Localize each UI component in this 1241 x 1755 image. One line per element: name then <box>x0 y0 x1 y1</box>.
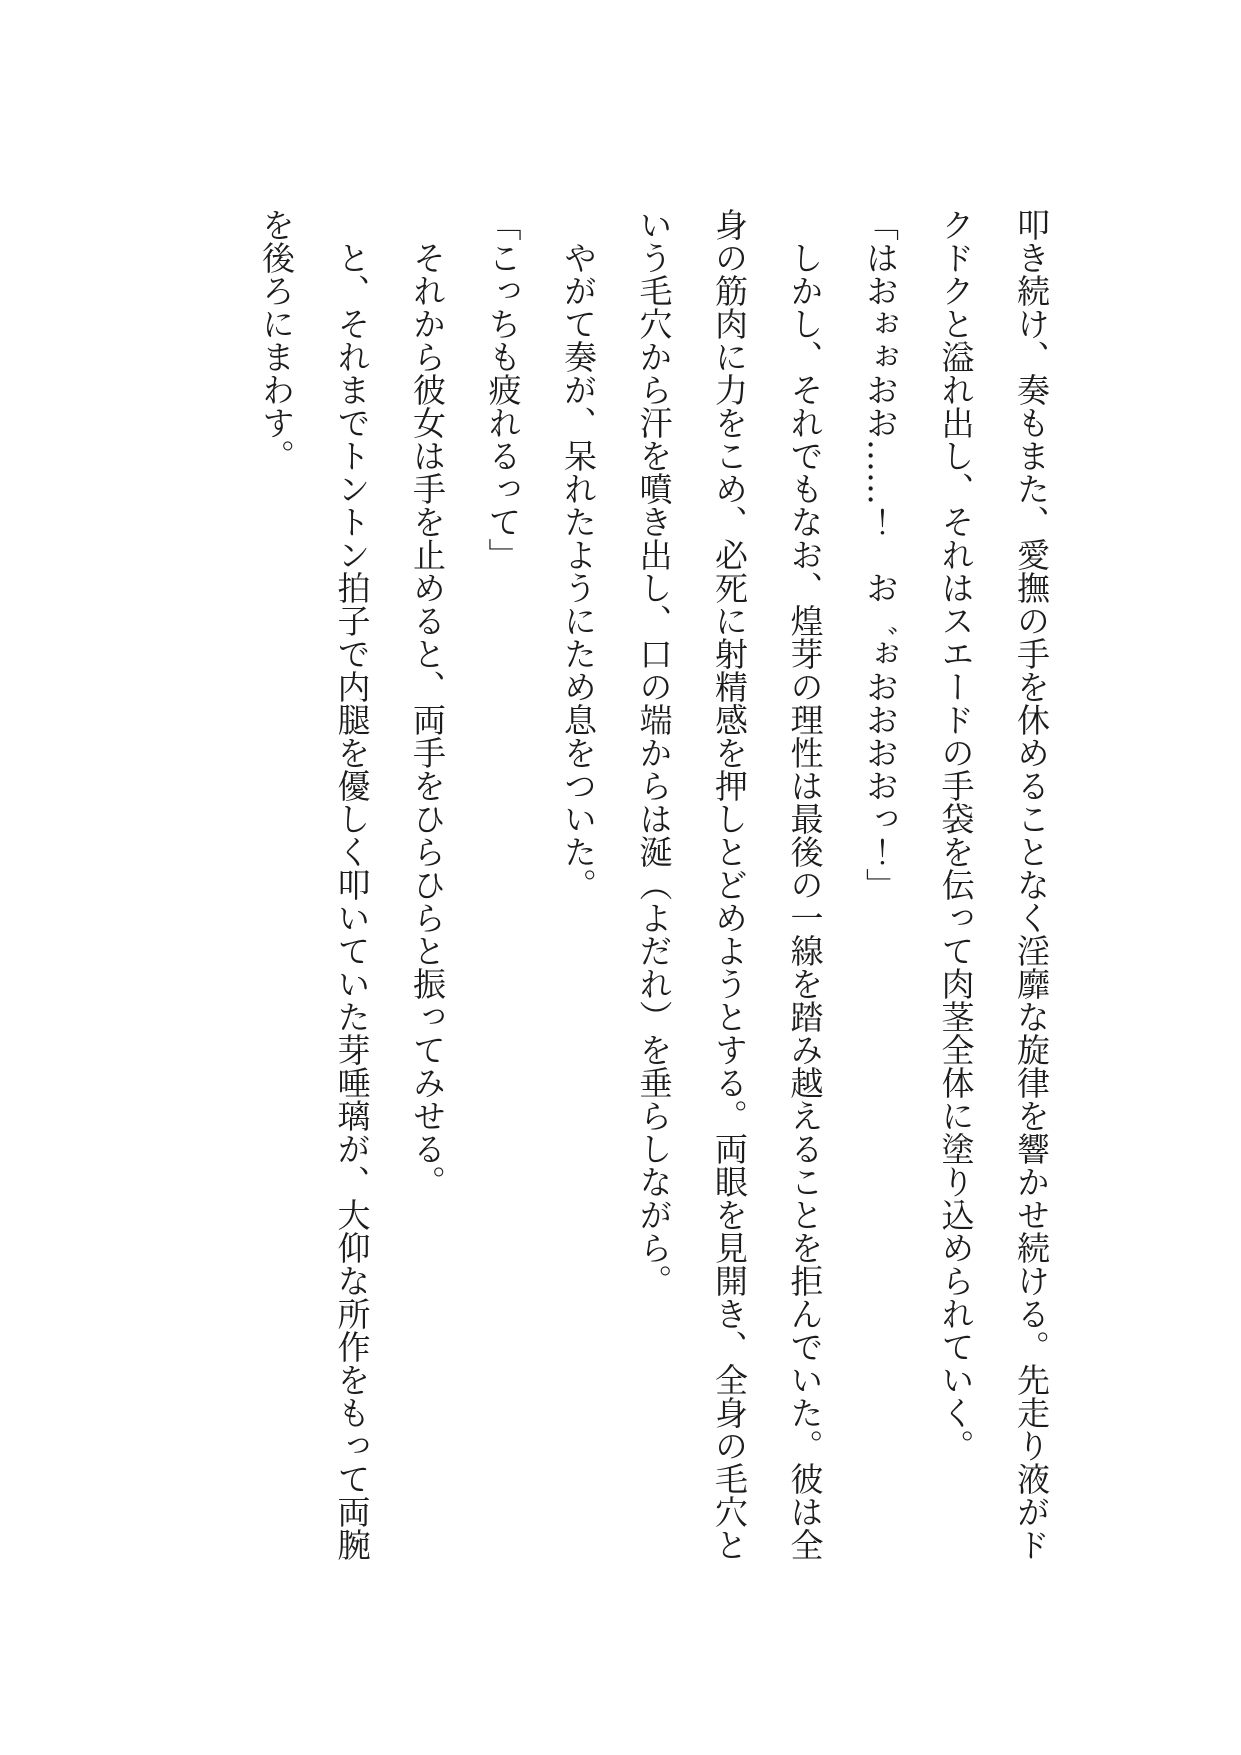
narration-paragraph: 叩き続け、奏もまた、愛撫の手を休めることなく淫靡な旋律を響かせ続ける。先走り液がドクドクと溢れ出し、それはスエードの手袋を伝って肉茎全体に塗り込められていく。 <box>936 208 1051 1561</box>
dialogue-line: 「はおぉぉおお……！ お゛ぉおおおおっ！」 <box>861 208 900 901</box>
vertical-text-block <box>239 208 1070 1566</box>
narration-paragraph: と、それまでトントン拍子で内腿を優しく叩いていた芽唾璃が、大仰な所作をもって両腕を後ろにまわす。 <box>257 208 372 1561</box>
narration-paragraph: それから彼女は手を止めると、両手をひらひらと振ってみせる。 <box>408 241 447 1198</box>
narration-paragraph: やがて奏が、呆れたようにため息をついた。 <box>559 241 598 901</box>
dialogue-line: 「こっちも疲れるって」 <box>483 208 523 571</box>
narration-paragraph: しかし、それでもなお、煌芽の理性は最後の一線を踏み越えることを拒んでいた。彼は全身の筋肉に力をこめ、必死に射精感を押しとどめようとする。両眼を見開き、全身の毛穴という毛穴から汗を噴き出し、口の端からは涎（よだれ）を垂らしながら。 <box>634 208 825 1561</box>
